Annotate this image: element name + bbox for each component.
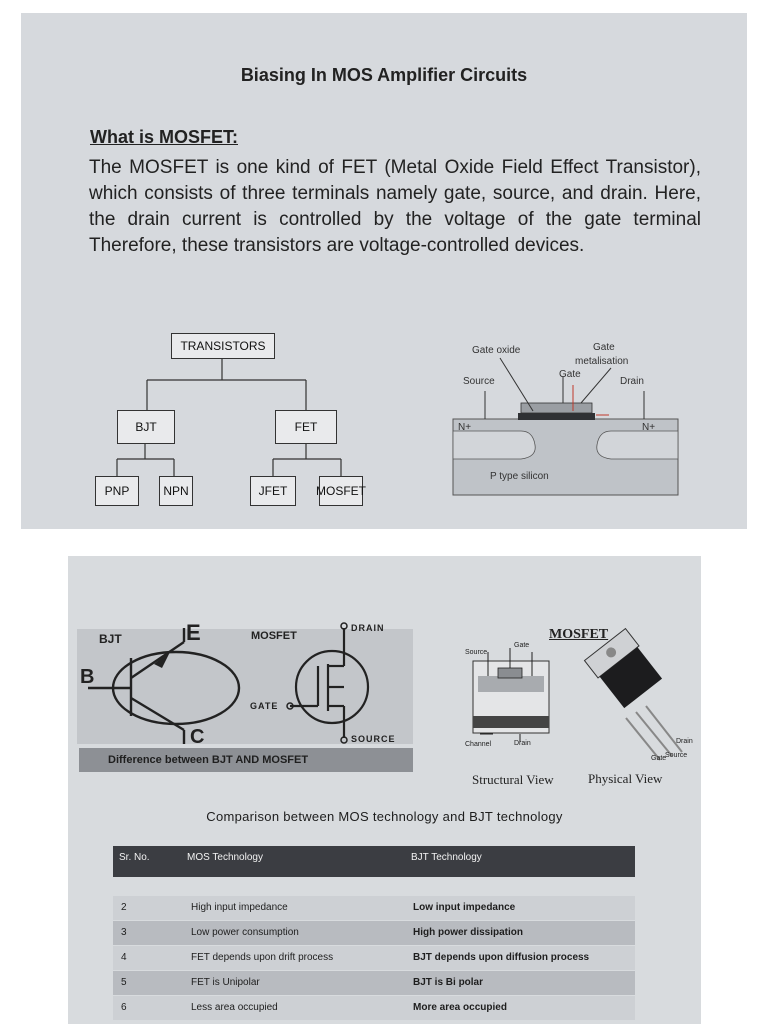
bottom-page: [68, 556, 701, 1024]
tree-connectors: [21, 13, 747, 529]
cell-mos: FET is Unipolar: [191, 977, 260, 988]
phys-drain-label: Drain: [676, 738, 693, 745]
cell-no: 4: [121, 952, 127, 963]
bjt-base: B: [80, 666, 95, 688]
physical-view-caption: Physical View: [588, 771, 663, 786]
gate-label: GATE: [250, 701, 279, 711]
table-row: [113, 896, 635, 920]
phys-source-label: Source: [665, 752, 688, 759]
node-bjt: BJT: [117, 410, 175, 444]
table-row: [113, 921, 635, 945]
cell-mos: High input impedance: [191, 902, 288, 913]
header-bjt: BJT Technology: [411, 852, 482, 863]
node-mosfet: MOSFET: [319, 476, 363, 506]
bjt-emitter: E: [186, 620, 201, 645]
comparison-title: Comparison between MOS technology and BJT technology: [206, 809, 563, 824]
label-gate-oxide: Gate oxide: [472, 345, 521, 356]
section-heading: What is MOSFET:: [90, 127, 238, 147]
node-pnp: PNP: [95, 476, 139, 506]
page-title: Biasing In MOS Amplifier Circuits: [240, 65, 528, 85]
node-transistors: TRANSISTORS: [171, 333, 275, 359]
label-source: Source: [463, 376, 495, 387]
cell-bjt: BJT depends upon diffusion process: [413, 952, 590, 963]
cell-bjt: BJT is Bi polar: [413, 977, 484, 988]
struct-channel-label: Channel: [465, 741, 492, 748]
structural-view-caption: Structural View: [472, 772, 554, 787]
struct-drain-label: Drain: [514, 740, 531, 747]
bjt-collector: C: [190, 726, 205, 748]
cell-no: 3: [121, 927, 127, 938]
label-gate-metal: Gate: [593, 342, 615, 353]
drain-label: DRAIN: [351, 623, 385, 633]
difference-banner-text: Difference between BJT AND MOSFET: [108, 754, 309, 766]
label-substrate: P type silicon: [490, 471, 549, 482]
top-page: [21, 13, 747, 529]
struct-gate-label: Gate: [514, 642, 530, 649]
table-row: [113, 971, 635, 995]
source-label: SOURCE: [351, 734, 396, 744]
node-fet: FET: [275, 410, 337, 444]
cell-no: 5: [121, 977, 127, 988]
table-row: [113, 996, 635, 1020]
label-drain: Drain: [620, 376, 644, 387]
label-gate: Gate: [559, 369, 581, 380]
label-metalisation: metalisation: [575, 356, 629, 367]
cell-bjt: High power dissipation: [413, 927, 524, 938]
cell-no: 6: [121, 1002, 127, 1013]
mosfet-definition: The MOSFET is one kind of FET (Metal Oxide Field Effect Transistor), which consists of three terminals namely gate, source, and drain. Here, the drain current is controlled by the voltage of the gate terminal Therefore, these transistors are voltage-controlled devices.: [89, 157, 701, 256]
phys-gate-label: Gate: [651, 755, 667, 762]
bjt-label: BJT: [99, 632, 122, 646]
cell-no: 2: [121, 902, 127, 913]
cell-mos: FET depends upon drift process: [191, 952, 334, 963]
struct-source-label: Source: [465, 649, 488, 656]
mosfet-heading: MOSFET: [549, 627, 609, 642]
header-mos: MOS Technology: [187, 852, 263, 863]
header-srno: Sr. No.: [119, 852, 150, 863]
cell-bjt: Low input impedance: [413, 902, 516, 913]
cell-bjt: More area occupied: [413, 1002, 507, 1013]
label-n-right: N+: [642, 422, 656, 433]
mosfet-symbol-label: MOSFET: [251, 630, 297, 642]
label-n-left: N+: [458, 422, 472, 433]
node-npn: NPN: [159, 476, 193, 506]
cell-mos: Less area occupied: [191, 1002, 278, 1013]
cell-mos: Low power consumption: [191, 927, 299, 938]
node-jfet: JFET: [250, 476, 296, 506]
table-row: [113, 946, 635, 970]
table-header: [113, 846, 635, 877]
